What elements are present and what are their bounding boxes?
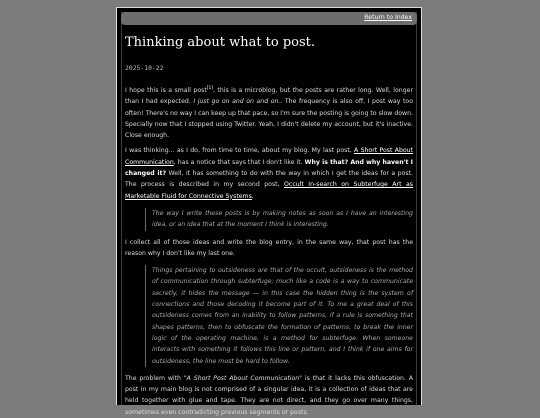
page-container xyxy=(116,7,422,416)
paragraph-1: I hope this is a small post[1], this is a microblog, but the posts are rather long. Well, longer than I had expected. I just go on and on and on.. The frequency is also off, I post way too often! There's no way I can keep up that pace, so I'm sure the posting is going to slow down. Specially now that I stopped using Twitter. Yeah, I didn't delete my account, but it's inactive. Close enough. xyxy=(125,86,414,140)
post-content xyxy=(125,35,413,418)
footnote-ref-link[interactable]: [1] xyxy=(206,86,214,91)
paragraph-3: I collect all of those ideas and write the blog entry, in the same way, that post has the reason why I don't like my last one. xyxy=(125,238,413,257)
blockquote-1 xyxy=(145,208,413,231)
link-occult-in-search-post[interactable]: Occult In-search on Subterfuge Art as Marketable Fluid for Connective Systems xyxy=(125,181,414,200)
emphasis-text: I just go on and on and on.. xyxy=(193,98,283,106)
top-nav-bar xyxy=(121,12,417,25)
bold-question: Why is that? And why haven't I changed it? xyxy=(125,158,413,178)
paragraph-2: I was thinking... as I do, from time to time, about my blog. My last post, A Short Post About Communication, has a notice that says that I don't like it. Why is that? And why haven't I changed it? Well, it has something to do with the way in which I get the ideas for a post. The process is described in my second post, Occult In-search on Subterfuge Art as Marketable Fluid for Connective Systems. xyxy=(125,147,414,200)
blockquote-2 xyxy=(145,265,413,367)
quote-1-text: The way I write these posts is by making notes as soon as I have an interesting idea, or an idea that at the moment I think is interesting. xyxy=(152,209,413,229)
link-short-post-about-communication[interactable]: A Short Post About Communication xyxy=(125,147,414,166)
emphasis-title: "A Short Post About Communication" xyxy=(183,374,303,382)
paragraph-4: The problem with "A Short Post About Communication" is that it lacks this obfuscation. A post in my main blog is not comprised of a singular idea, it is a collection of ideas that are held together with glue and tape. They are not direct, and they go over many things, sometimes even contradicting previous segments or posts. xyxy=(125,374,413,416)
post-title: Thinking about what to post. xyxy=(125,35,316,50)
post-date: 2025-10-22 xyxy=(125,64,164,72)
return-to-index-link[interactable]: Return to Index xyxy=(364,14,412,21)
quote-2-text: Things pertaining to outsideness are that of the occult, outsideness is the method of communication through subterfuge; much like a code is a way to communicate secretly, it hides the message — in this case the hidden thing is the system of connections and those decoding it become part of it. To me a great deal of this outsideness comes from an inability to follow patterns, if a rule is something that shapes patterns, then to obfuscate the formation of patterns, to break the inner logic of the operating machine, is a method for subterfuge. When someone interacts with something it follows this line or pattern, and I think if one aims for outsideness, the line must be hard to follow. xyxy=(152,267,413,365)
